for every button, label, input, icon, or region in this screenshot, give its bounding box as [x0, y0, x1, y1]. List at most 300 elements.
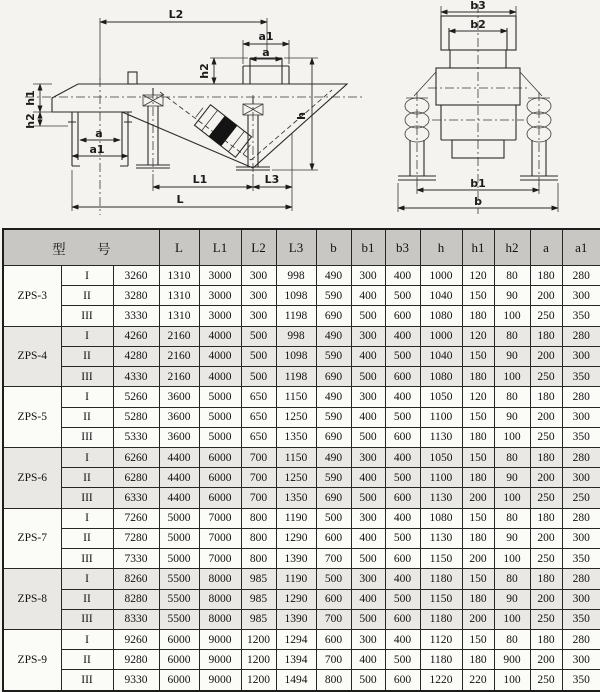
dim-label-h: h [295, 112, 308, 120]
value-cell: 500 [316, 569, 351, 589]
outlet-spout [243, 58, 289, 84]
value-cell: 80 [494, 387, 530, 407]
variant-cell: II [61, 407, 113, 427]
value-cell: 1310 [159, 286, 199, 306]
table-row [3, 589, 600, 609]
table-row [3, 528, 600, 548]
variant-cell: I [61, 387, 113, 407]
value-cell: 2160 [159, 326, 199, 346]
value-cell: 6000 [159, 629, 199, 649]
value-cell: 1120 [420, 629, 462, 649]
value-cell: 150 [462, 629, 494, 649]
value-cell: 1040 [420, 286, 462, 306]
variant-cell: III [61, 367, 113, 387]
table-row [3, 650, 600, 670]
spec-table-wrap [2, 228, 598, 692]
value-cell: 6000 [159, 670, 199, 691]
value-cell: 280 [562, 629, 600, 649]
value-cell: 4330 [113, 367, 159, 387]
value-cell: 400 [385, 266, 420, 286]
value-cell: 300 [562, 468, 600, 488]
value-cell: 500 [241, 326, 276, 346]
value-cell: 400 [351, 589, 385, 609]
value-cell: 150 [462, 447, 494, 467]
value-cell: 1150 [276, 447, 316, 467]
value-cell: 1390 [276, 549, 316, 569]
value-cell: 5000 [199, 387, 241, 407]
value-cell: 80 [494, 508, 530, 528]
value-cell: 280 [562, 447, 600, 467]
value-cell: 1310 [159, 266, 199, 286]
value-cell: 9000 [199, 650, 241, 670]
dim-label-b: b [474, 195, 482, 208]
value-cell: 3000 [199, 266, 241, 286]
value-cell: 800 [316, 670, 351, 691]
variant-cell: I [61, 569, 113, 589]
value-cell: 1100 [420, 407, 462, 427]
side-view-dimensions [24, 8, 318, 211]
model-cell: ZPS-7 [3, 508, 61, 569]
value-cell: 90 [494, 407, 530, 427]
leg-left [398, 92, 436, 186]
value-cell: 1150 [276, 387, 316, 407]
value-cell: 8260 [113, 569, 159, 589]
screen-deck-dashed [160, 90, 332, 160]
table-row [3, 326, 600, 346]
value-cell: 9000 [199, 670, 241, 691]
model-cell: ZPS-8 [3, 569, 61, 630]
value-cell: 280 [562, 508, 600, 528]
value-cell: 180 [530, 569, 562, 589]
value-cell: 400 [385, 387, 420, 407]
value-cell: 1250 [276, 468, 316, 488]
value-cell: 280 [562, 326, 600, 346]
value-cell: 100 [494, 609, 530, 629]
value-cell: 150 [462, 508, 494, 528]
value-cell: 1098 [276, 286, 316, 306]
value-cell: 300 [351, 569, 385, 589]
dim-label-L: L [176, 193, 184, 206]
value-cell: 490 [316, 447, 351, 467]
table-row [3, 387, 600, 407]
variant-cell: III [61, 609, 113, 629]
value-cell: 80 [494, 326, 530, 346]
value-cell: 3330 [113, 306, 159, 326]
value-cell: 250 [562, 488, 600, 508]
value-cell: 1290 [276, 589, 316, 609]
table-row [3, 549, 600, 569]
value-cell: 180 [462, 306, 494, 326]
variant-cell: III [61, 427, 113, 447]
value-cell: 1130 [420, 488, 462, 508]
value-cell: 90 [494, 346, 530, 366]
value-cell: 6000 [199, 468, 241, 488]
value-cell: 1198 [276, 367, 316, 387]
table-row [3, 569, 600, 589]
value-cell: 250 [530, 609, 562, 629]
dim-label-h2-spout: h2 [198, 63, 211, 79]
value-cell: 1130 [420, 427, 462, 447]
dim-label-h1: h1 [24, 90, 37, 106]
variant-cell: II [61, 468, 113, 488]
value-cell: 280 [562, 266, 600, 286]
value-cell: 180 [530, 387, 562, 407]
value-cell: 5500 [159, 569, 199, 589]
value-cell: 400 [351, 286, 385, 306]
value-cell: 100 [494, 670, 530, 691]
value-cell: 300 [241, 286, 276, 306]
value-cell: 280 [562, 387, 600, 407]
value-cell: 1250 [276, 407, 316, 427]
value-cell: 1198 [276, 306, 316, 326]
dim-label-a-bottom: a [95, 127, 103, 140]
value-cell: 120 [462, 387, 494, 407]
value-cell: 590 [316, 468, 351, 488]
value-cell: 1390 [276, 609, 316, 629]
value-cell: 4260 [113, 326, 159, 346]
value-cell: 9000 [199, 629, 241, 649]
value-cell: 2160 [159, 346, 199, 366]
value-cell: 600 [316, 528, 351, 548]
value-cell: 400 [351, 346, 385, 366]
value-cell: 8000 [199, 589, 241, 609]
value-cell: 180 [462, 589, 494, 609]
value-cell: 700 [241, 468, 276, 488]
value-cell: 150 [462, 569, 494, 589]
value-cell: 200 [530, 468, 562, 488]
value-cell: 600 [385, 670, 420, 691]
value-cell: 600 [385, 549, 420, 569]
end-view [398, 0, 558, 214]
value-cell: 4400 [159, 468, 199, 488]
variant-cell: II [61, 528, 113, 548]
value-cell: 5500 [159, 589, 199, 609]
table-row [3, 306, 600, 326]
table-row [3, 488, 600, 508]
value-cell: 1294 [276, 629, 316, 649]
dim-label-b2: b2 [470, 18, 486, 31]
value-cell: 800 [241, 508, 276, 528]
value-cell: 300 [351, 387, 385, 407]
value-cell: 400 [351, 528, 385, 548]
value-cell: 100 [494, 549, 530, 569]
value-cell: 985 [241, 569, 276, 589]
value-cell: 1150 [420, 549, 462, 569]
value-cell: 300 [562, 528, 600, 548]
value-cell: 300 [562, 589, 600, 609]
value-cell: 5330 [113, 427, 159, 447]
value-cell: 120 [462, 326, 494, 346]
spec-table-body [3, 266, 600, 692]
technical-drawings [0, 0, 600, 228]
value-cell: 3000 [199, 306, 241, 326]
value-cell: 1080 [420, 367, 462, 387]
value-cell: 1080 [420, 508, 462, 528]
value-cell: 500 [316, 508, 351, 528]
value-cell: 6280 [113, 468, 159, 488]
value-cell: 400 [385, 629, 420, 649]
lower-body [441, 105, 516, 140]
value-cell: 5500 [159, 609, 199, 629]
variant-cell: III [61, 549, 113, 569]
value-cell: 1080 [420, 306, 462, 326]
value-cell: 300 [562, 346, 600, 366]
value-cell: 800 [241, 549, 276, 569]
value-cell: 1220 [420, 670, 462, 691]
spec-table-header [3, 229, 600, 266]
value-cell: 690 [316, 367, 351, 387]
value-cell: 1180 [420, 650, 462, 670]
value-cell: 700 [316, 549, 351, 569]
support-leg-front [136, 88, 170, 174]
value-cell: 300 [562, 650, 600, 670]
value-cell: 1180 [420, 609, 462, 629]
value-cell: 3600 [159, 407, 199, 427]
value-cell: 900 [494, 650, 530, 670]
value-cell: 1190 [276, 508, 316, 528]
value-cell: 998 [276, 266, 316, 286]
value-cell: 4000 [199, 367, 241, 387]
value-cell: 300 [241, 306, 276, 326]
value-cell: 90 [494, 589, 530, 609]
value-cell: 8280 [113, 589, 159, 609]
dim-label-L2: L2 [168, 8, 184, 21]
dim-label-h2-left: h2 [24, 113, 37, 129]
value-cell: 80 [494, 447, 530, 467]
model-cell: ZPS-5 [3, 387, 61, 448]
value-cell: 200 [530, 286, 562, 306]
value-cell: 300 [351, 326, 385, 346]
value-cell: 1000 [420, 326, 462, 346]
header-model: 型 号 [3, 229, 159, 266]
table-row [3, 629, 600, 649]
value-cell: 500 [385, 286, 420, 306]
value-cell: 500 [385, 468, 420, 488]
header-b: b [316, 229, 351, 266]
table-row [3, 266, 600, 286]
value-cell: 650 [241, 407, 276, 427]
value-cell: 120 [462, 266, 494, 286]
header-L3: L3 [276, 229, 316, 266]
value-cell: 3000 [199, 286, 241, 306]
header-h: h [420, 229, 462, 266]
value-cell: 690 [316, 306, 351, 326]
value-cell: 500 [241, 367, 276, 387]
value-cell: 180 [462, 528, 494, 548]
value-cell: 600 [385, 427, 420, 447]
dim-label-a1-top: a1 [258, 30, 274, 43]
vibrating-conveyor-drawing [0, 0, 600, 228]
value-cell: 150 [462, 286, 494, 306]
value-cell: 4280 [113, 346, 159, 366]
value-cell: 250 [530, 306, 562, 326]
header-h1: h1 [462, 229, 494, 266]
value-cell: 200 [530, 650, 562, 670]
value-cell: 1350 [276, 488, 316, 508]
header-h2: h2 [494, 229, 530, 266]
value-cell: 350 [562, 367, 600, 387]
value-cell: 300 [351, 266, 385, 286]
value-cell: 250 [530, 427, 562, 447]
value-cell: 280 [562, 569, 600, 589]
header-L1: L1 [199, 229, 241, 266]
value-cell: 300 [241, 266, 276, 286]
value-cell: 200 [462, 609, 494, 629]
table-row [3, 609, 600, 629]
value-cell: 80 [494, 266, 530, 286]
value-cell: 998 [276, 326, 316, 346]
value-cell: 1494 [276, 670, 316, 691]
value-cell: 4000 [199, 346, 241, 366]
value-cell: 590 [316, 286, 351, 306]
value-cell: 400 [385, 508, 420, 528]
value-cell: 490 [316, 266, 351, 286]
value-cell: 7280 [113, 528, 159, 548]
table-row [3, 670, 600, 691]
value-cell: 1180 [420, 569, 462, 589]
dim-label-L3: L3 [264, 173, 280, 186]
value-cell: 5000 [199, 407, 241, 427]
variant-cell: I [61, 508, 113, 528]
value-cell: 1200 [241, 670, 276, 691]
value-cell: 4400 [159, 447, 199, 467]
value-cell: 180 [530, 266, 562, 286]
value-cell: 650 [241, 387, 276, 407]
value-cell: 1200 [241, 629, 276, 649]
variant-cell: I [61, 447, 113, 467]
variant-cell: III [61, 306, 113, 326]
value-cell: 3600 [159, 387, 199, 407]
value-cell: 6000 [159, 650, 199, 670]
value-cell: 80 [494, 629, 530, 649]
value-cell: 1200 [241, 650, 276, 670]
value-cell: 490 [316, 326, 351, 346]
value-cell: 500 [351, 367, 385, 387]
header-L2: L2 [241, 229, 276, 266]
value-cell: 80 [494, 569, 530, 589]
value-cell: 300 [351, 447, 385, 467]
value-cell: 150 [462, 346, 494, 366]
value-cell: 985 [241, 589, 276, 609]
value-cell: 200 [530, 589, 562, 609]
value-cell: 500 [385, 528, 420, 548]
value-cell: 985 [241, 609, 276, 629]
value-cell: 350 [562, 427, 600, 447]
value-cell: 1350 [276, 427, 316, 447]
value-cell: 1100 [420, 468, 462, 488]
value-cell: 6000 [199, 488, 241, 508]
variant-cell: I [61, 326, 113, 346]
table-row [3, 427, 600, 447]
value-cell: 600 [385, 367, 420, 387]
value-cell: 100 [494, 488, 530, 508]
model-cell: ZPS-6 [3, 447, 61, 508]
value-cell: 200 [530, 346, 562, 366]
value-cell: 6330 [113, 488, 159, 508]
value-cell: 1050 [420, 387, 462, 407]
header-a1: a1 [562, 229, 600, 266]
value-cell: 600 [316, 629, 351, 649]
table-row [3, 468, 600, 488]
value-cell: 5280 [113, 407, 159, 427]
vibration-motor-icon [191, 102, 254, 159]
value-cell: 300 [562, 407, 600, 427]
value-cell: 700 [241, 488, 276, 508]
spec-table [2, 228, 600, 692]
variant-cell: III [61, 488, 113, 508]
value-cell: 350 [562, 549, 600, 569]
value-cell: 9280 [113, 650, 159, 670]
value-cell: 600 [385, 306, 420, 326]
value-cell: 5000 [199, 427, 241, 447]
value-cell: 500 [351, 609, 385, 629]
value-cell: 500 [351, 306, 385, 326]
value-cell: 8000 [199, 569, 241, 589]
value-cell: 500 [385, 346, 420, 366]
value-cell: 300 [351, 629, 385, 649]
variant-cell: I [61, 629, 113, 649]
value-cell: 500 [351, 670, 385, 691]
value-cell: 1394 [276, 650, 316, 670]
variant-cell: II [61, 589, 113, 609]
variant-cell: I [61, 266, 113, 286]
value-cell: 5260 [113, 387, 159, 407]
value-cell: 250 [530, 488, 562, 508]
value-cell: 200 [530, 528, 562, 548]
header-b1: b1 [351, 229, 385, 266]
value-cell: 1310 [159, 306, 199, 326]
header-a: a [530, 229, 562, 266]
table-row [3, 346, 600, 366]
variant-cell: III [61, 670, 113, 691]
value-cell: 3280 [113, 286, 159, 306]
value-cell: 490 [316, 387, 351, 407]
table-row [3, 286, 600, 306]
variant-cell: II [61, 286, 113, 306]
value-cell: 7000 [199, 528, 241, 548]
value-cell: 8000 [199, 609, 241, 629]
value-cell: 600 [385, 488, 420, 508]
value-cell: 7330 [113, 549, 159, 569]
value-cell: 180 [462, 367, 494, 387]
value-cell: 700 [241, 447, 276, 467]
value-cell: 350 [562, 609, 600, 629]
value-cell: 3600 [159, 427, 199, 447]
dim-label-b3: b3 [470, 0, 486, 12]
value-cell: 7000 [199, 508, 241, 528]
value-cell: 400 [351, 468, 385, 488]
table-row [3, 447, 600, 467]
value-cell: 500 [351, 549, 385, 569]
value-cell: 5000 [159, 508, 199, 528]
value-cell: 690 [316, 427, 351, 447]
side-view [24, 8, 362, 215]
value-cell: 400 [351, 650, 385, 670]
dim-label-b1: b1 [470, 177, 486, 190]
table-row [3, 508, 600, 528]
value-cell: 4400 [159, 488, 199, 508]
value-cell: 690 [316, 488, 351, 508]
value-cell: 9260 [113, 629, 159, 649]
value-cell: 7260 [113, 508, 159, 528]
value-cell: 220 [462, 670, 494, 691]
value-cell: 5000 [159, 549, 199, 569]
value-cell: 700 [316, 650, 351, 670]
value-cell: 200 [462, 488, 494, 508]
variant-cell: II [61, 346, 113, 366]
value-cell: 5000 [159, 528, 199, 548]
value-cell: 200 [530, 407, 562, 427]
